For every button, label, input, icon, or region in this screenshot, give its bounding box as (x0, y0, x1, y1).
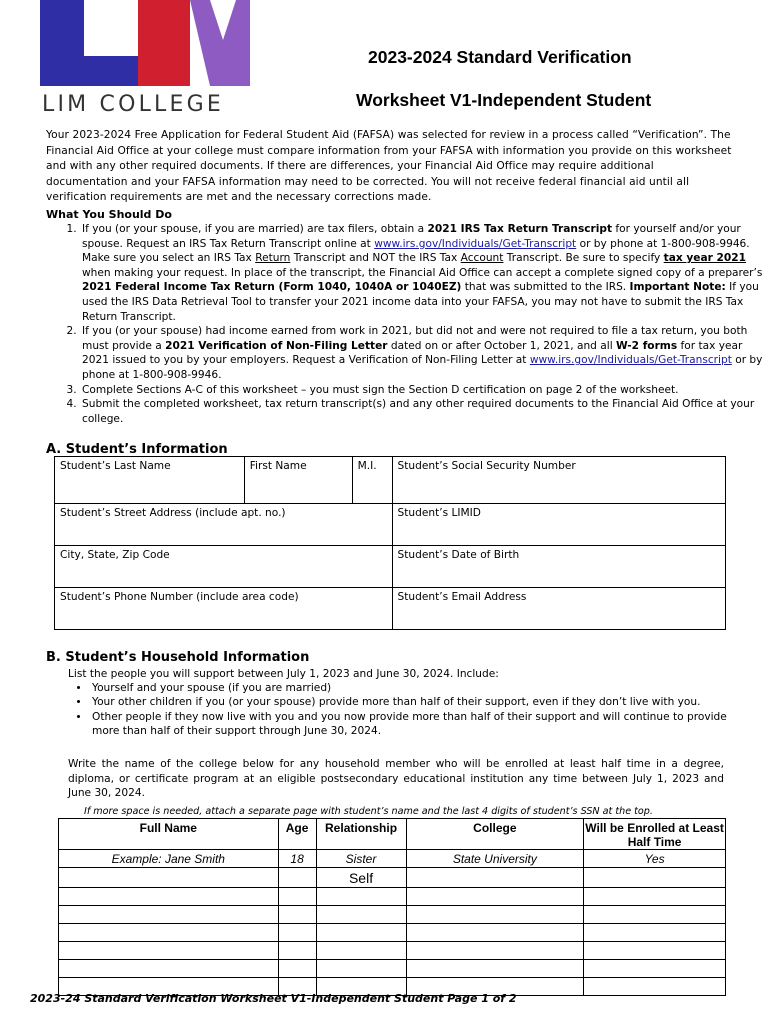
relationship-cell[interactable] (316, 960, 406, 978)
table-row (59, 906, 726, 924)
phone-number-field[interactable]: Student’s Phone Number (include area code) (55, 588, 393, 630)
college-cell[interactable] (406, 942, 584, 960)
example-relationship: Sister (316, 850, 406, 868)
instruction-step-1: 1. If you (or your spouse, if you are married) are tax filers, obtain a 2021 IRS Tax Return Transcript for yourself and/or your spouse. Request an IRS Tax Return Transcript online at www.irs.gov/Individuals/Get-Transcript or by phone at 1-800-908-9946. Make sure you select an IRS Tax Return Transcript and NOT the IRS Tax Account Transcript. Be sure to specify tax year 2021 when making your request. In place of the transcript, the Financial Aid Office can accept a complete signed copy of a preparer’s 2021 Federal Income Tax Return (Form 1040, 1040A or 1040EZ) that was submitted to the IRS. Important Note: If you used the IRS Data Retrieval Tool to transfer your 2021 income data into your FAFSA, you may not have to submit the IRS Tax Return Transcript. (80, 222, 770, 324)
street-address-field[interactable]: Student’s Street Address (include apt. no.) (55, 504, 393, 546)
page-subtitle: Worksheet V1-Independent Student (356, 90, 652, 110)
irs-transcript-link-2[interactable]: www.irs.gov/Individuals/Get-Transcript (529, 354, 732, 367)
ssn-field[interactable]: Student’s Social Security Number (392, 457, 725, 504)
instruction-step-3: 3. Complete Sections A-C of this worksheet – you must sign the Section D certification on page 2 of the worksheet. (80, 383, 770, 398)
logo-wordmark: LIM COLLEGE (42, 92, 224, 117)
enrolled-cell[interactable] (584, 924, 726, 942)
city-state-zip-field[interactable]: City, State, Zip Code (55, 546, 393, 588)
enrolled-cell[interactable] (584, 942, 726, 960)
age-cell[interactable] (278, 924, 316, 942)
example-college: State University (406, 850, 584, 868)
name-cell[interactable] (59, 942, 279, 960)
enrolled-cell[interactable] (584, 888, 726, 906)
example-age: 18 (278, 850, 316, 868)
example-row (59, 850, 726, 868)
household-criteria-list (68, 681, 728, 738)
list-item: • Your other children if you (or your spouse) provide more than half of their support, even if they don’t live with you. (90, 695, 728, 709)
table-row (59, 868, 726, 888)
college-cell[interactable] (406, 868, 584, 888)
relationship-cell[interactable] (316, 942, 406, 960)
section-b-lead: List the people you will support between July 1, 2023 and June 30, 2024. Include: (68, 668, 499, 680)
col-full-name: Full Name (59, 819, 279, 850)
what-you-should-do-heading: What You Should Do (46, 208, 172, 221)
name-cell[interactable] (59, 906, 279, 924)
college-instructions: Write the name of the college below for any household member who will be enrolled at least half time in a degree, diploma, or certificate program at an eligible postsecondary educational institution any time between July 1, 2023 and June 30, 2024. (68, 758, 724, 800)
instruction-step-2: 2. If you (or your spouse) had income earned from work in 2021, but did not and were not required to file a tax return, you both must provide a 2021 Verification of Non-Filing Letter dated on or after October 1, 2021, and all W-2 forms for tax year 2021 issued to you by your employers. Request a Verification of Non-Filing Letter at www.irs.gov/Individuals/Get-Transcript or by phone at 1-800-908-9946. (80, 324, 770, 382)
college-cell[interactable] (406, 906, 584, 924)
enrolled-cell[interactable] (584, 906, 726, 924)
first-name-field[interactable]: First Name (244, 457, 352, 504)
age-cell[interactable] (278, 888, 316, 906)
enrolled-cell[interactable] (584, 960, 726, 978)
table-row (59, 960, 726, 978)
name-cell[interactable] (59, 888, 279, 906)
list-item: • Yourself and your spouse (if you are married) (90, 681, 728, 695)
enrolled-cell[interactable] (584, 978, 726, 996)
table-row (59, 888, 726, 906)
page-footer: 2023-24 Standard Verification Worksheet V1-Independent Student Page 1 of 2 (30, 992, 517, 1005)
extra-space-note: If more space is needed, attach a separate page with student’s name and the last 4 digits of student’s SSN at the top. (84, 806, 653, 817)
section-a-heading: A. Student’s Information (46, 442, 228, 457)
instructions-list (46, 222, 770, 426)
irs-transcript-link[interactable]: www.irs.gov/Individuals/Get-Transcript (374, 237, 577, 250)
table-row (59, 942, 726, 960)
date-of-birth-field[interactable]: Student’s Date of Birth (392, 546, 725, 588)
limid-field[interactable]: Student’s LIMID (392, 504, 725, 546)
enrolled-cell[interactable] (584, 868, 726, 888)
age-cell[interactable] (278, 960, 316, 978)
mi-field[interactable]: M.I. (352, 457, 392, 504)
age-cell[interactable] (278, 906, 316, 924)
college-cell[interactable] (406, 924, 584, 942)
page-title: 2023-2024 Standard Verification (368, 47, 632, 67)
example-enrolled: Yes (584, 850, 726, 868)
col-college: College (406, 819, 584, 850)
col-relationship: Relationship (316, 819, 406, 850)
instruction-step-4: 4. Submit the completed worksheet, tax return transcript(s) and any other required documents to the Financial Aid Office at your college. (80, 397, 770, 426)
col-age: Age (278, 819, 316, 850)
lim-college-logo (40, 0, 260, 92)
relationship-cell[interactable] (316, 924, 406, 942)
student-info-table (54, 456, 726, 630)
example-name: Example: Jane Smith (59, 850, 279, 868)
household-table (58, 818, 726, 996)
table-row (59, 924, 726, 942)
relationship-cell[interactable] (316, 906, 406, 924)
section-b-heading: B. Student’s Household Information (46, 650, 310, 665)
last-name-field[interactable]: Student’s Last Name (55, 457, 245, 504)
name-cell[interactable] (59, 868, 279, 888)
col-enrolled-half-time: Will be Enrolled at Least Half Time (584, 819, 726, 850)
relationship-cell[interactable] (316, 888, 406, 906)
college-cell[interactable] (406, 888, 584, 906)
name-cell[interactable] (59, 924, 279, 942)
college-cell[interactable] (406, 960, 584, 978)
relationship-cell[interactable]: Self (316, 868, 406, 888)
age-cell[interactable] (278, 868, 316, 888)
list-item: • Other people if they now live with you and you now provide more than half of their support and will continue to provide more than half of their support through June 30, 2024. (90, 710, 728, 738)
age-cell[interactable] (278, 942, 316, 960)
section-b-instructions (68, 667, 728, 738)
name-cell[interactable] (59, 960, 279, 978)
intro-paragraph: Your 2023-2024 Free Application for Federal Student Aid (FAFSA) was selected for review in a process called “Verification”. The Financial Aid Office at your college must compare information from your FAFSA with information you provide on this worksheet and with any other required documents. If there are differences, your Financial Aid Office may require additional documentation and your FAFSA information may need to be corrected. You will not receive federal financial aid until all verification requirements are met and the necessary corrections made. (46, 129, 732, 204)
email-field[interactable]: Student’s Email Address (392, 588, 725, 630)
